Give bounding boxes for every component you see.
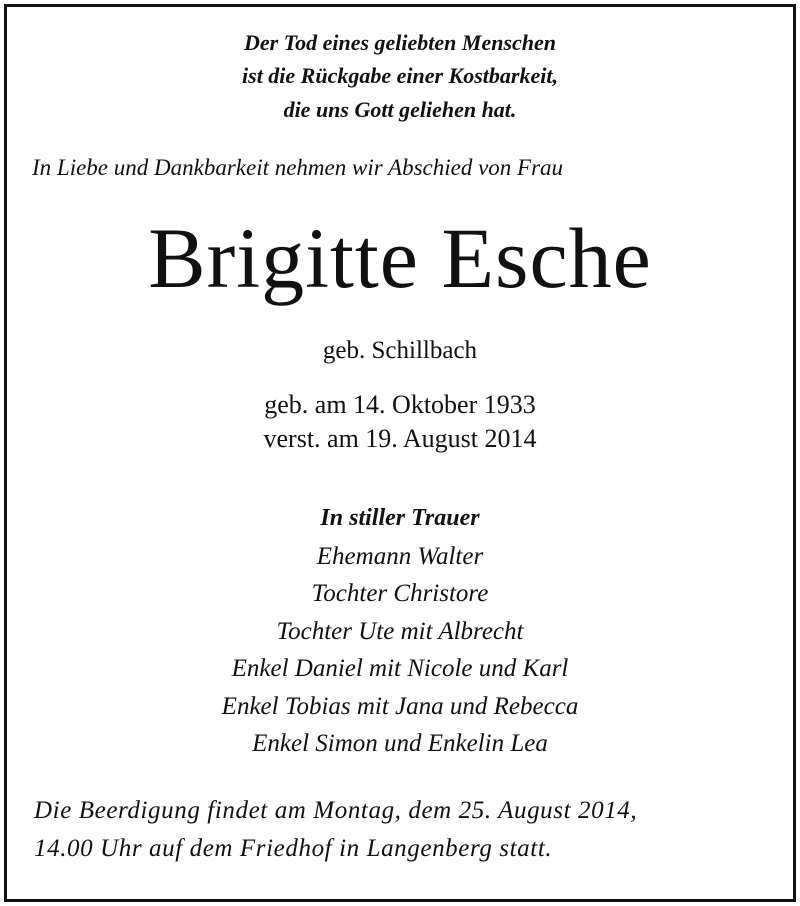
mourner-item: Tochter Christore bbox=[311, 580, 489, 607]
mourner-item: Enkel Daniel mit Nicole und Karl bbox=[231, 655, 569, 682]
death-date: verst. am 19. August 2014 bbox=[263, 424, 537, 453]
motto-line-2: ist die Rückgabe einer Kostbarkeit, bbox=[242, 63, 558, 88]
intro-text: In Liebe und Dankbarkeit nehmen wir Abschied von Frau bbox=[32, 155, 564, 180]
mourners-heading: In stiller Trauer bbox=[320, 505, 480, 531]
deceased-name: Brigitte Esche bbox=[148, 210, 652, 306]
motto-line-3: die uns Gott geliehen hat. bbox=[283, 97, 517, 122]
mourner-item: Enkel Simon und Enkelin Lea bbox=[252, 730, 548, 757]
mourner-item: Ehemann Walter bbox=[316, 543, 484, 570]
birth-date: geb. am 14. Oktober 1933 bbox=[264, 390, 536, 419]
motto-line-1: Der Tod eines geliebten Menschen bbox=[243, 30, 557, 55]
mourner-item: Enkel Tobias mit Jana und Rebecca bbox=[221, 693, 579, 720]
funeral-line-2: 14.00 Uhr auf dem Friedhof in Langenberg statt. bbox=[34, 835, 553, 862]
birth-name: geb. Schillbach bbox=[322, 337, 478, 364]
funeral-line-1: Die Beerdigung findet am Montag, dem 25. August 2014, bbox=[34, 797, 638, 824]
mourner-item: Tochter Ute mit Albrecht bbox=[276, 618, 524, 645]
